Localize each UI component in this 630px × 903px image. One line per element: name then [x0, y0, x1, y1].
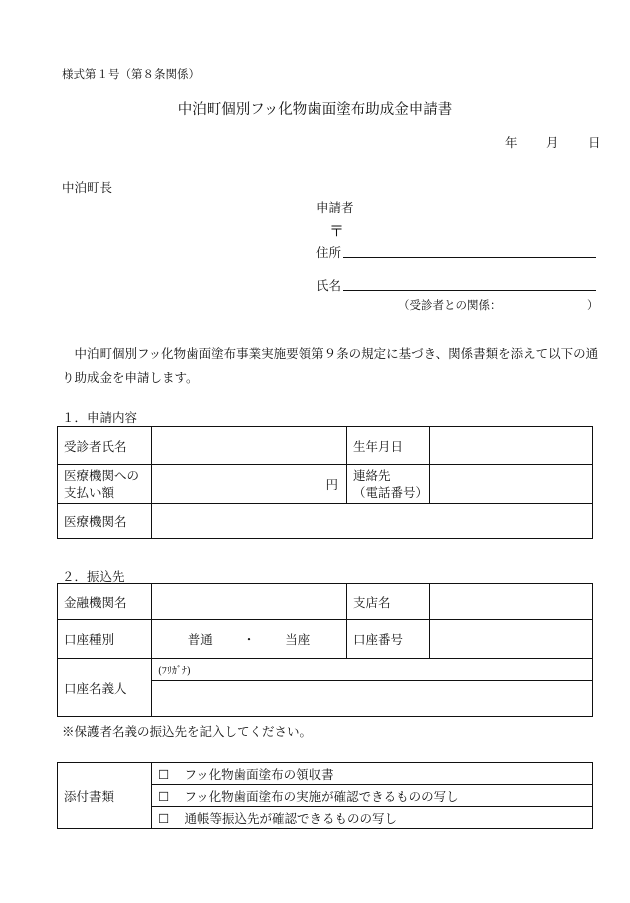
application-table [57, 426, 593, 539]
yen-label: 円 [325, 477, 338, 492]
date-year: 年 [505, 135, 518, 150]
account-type-separator: ・ [242, 632, 256, 647]
holder-label: 口座名義人 [58, 659, 152, 717]
payment-label [58, 465, 152, 504]
checkbox-icon[interactable]: ☐ [158, 766, 170, 782]
account-type-field[interactable] [152, 620, 347, 659]
relation-close: ） [587, 298, 599, 312]
applicant-label: 申請者 [316, 200, 354, 215]
attachment-item-label: 通帳等振込先が確認できるものの写し [184, 810, 398, 826]
bank-table [57, 583, 593, 717]
account-number-field[interactable] [430, 620, 593, 659]
name-label: 氏名 [316, 278, 342, 293]
attachment-item-label: フッ化物歯面塗布の領収書 [184, 766, 334, 782]
branch-label: 支店名 [347, 584, 430, 620]
attachment-item-label: フッ化物歯面塗布の実施が確認できるものの写し [184, 788, 459, 804]
attachments-table [57, 762, 593, 829]
attachment-item[interactable] [152, 807, 593, 829]
contact-label-line2: （電話番号） [353, 485, 429, 500]
furigana-label: (ﾌﾘｶﾞﾅ) [158, 666, 191, 677]
address-field[interactable] [343, 257, 596, 258]
account-type-ordinary[interactable]: 普通 [187, 632, 213, 647]
payment-field[interactable] [152, 465, 347, 504]
account-number-label: 口座番号 [347, 620, 430, 659]
contact-label [347, 465, 430, 504]
section2-heading: ２．振込先 [62, 569, 125, 584]
attachments-label: 添付書類 [58, 763, 152, 829]
account-type-current[interactable]: 当座 [285, 632, 311, 647]
contact-label-line1: 連絡先 [353, 468, 391, 483]
branch-field[interactable] [430, 584, 593, 620]
form-number: 様式第１号（第８条関係） [62, 67, 200, 81]
relation-label: （受診者との関係： [398, 298, 502, 312]
checkbox-icon[interactable]: ☐ [158, 788, 170, 804]
addressee: 中泊町長 [62, 180, 113, 195]
date-day: 日 [588, 135, 601, 150]
attachment-item[interactable] [152, 763, 593, 785]
name-field[interactable] [343, 290, 596, 291]
patient-name-label: 受診者氏名 [58, 427, 152, 465]
holder-field[interactable] [152, 681, 593, 717]
page-title: 中泊町個別フッ化物歯面塗布助成金申請書 [177, 102, 453, 118]
clinic-field[interactable] [152, 504, 593, 539]
relation-field[interactable] [398, 297, 599, 313]
birthdate-field[interactable] [430, 427, 593, 465]
contact-field[interactable] [430, 465, 593, 504]
date-line [505, 133, 601, 151]
payment-label-line1: 医療機関への [64, 468, 140, 483]
bank-note: ※保護者名義の振込先を記入してください。 [62, 724, 313, 739]
bank-field[interactable] [152, 584, 347, 620]
patient-name-field[interactable] [152, 427, 347, 465]
bank-label: 金融機関名 [58, 584, 152, 620]
checkbox-icon[interactable]: ☐ [158, 810, 170, 826]
address-label: 住所 [316, 245, 342, 260]
birthdate-label: 生年月日 [347, 427, 430, 465]
postal-mark: 〒 [329, 222, 345, 240]
furigana-field[interactable] [152, 659, 593, 681]
body-paragraph: 中泊町個別フッ化物歯面塗布事業実施要領第９条の規定に基づき、関係書類を添えて以下の通り助成金を申請します。 [62, 346, 599, 385]
clinic-label: 医療機関名 [58, 504, 152, 539]
section1-heading: １．申請内容 [62, 410, 138, 425]
date-month: 月 [546, 135, 559, 150]
account-type-label: 口座種別 [58, 620, 152, 659]
payment-label-line2: 支払い額 [64, 485, 115, 500]
attachment-item[interactable] [152, 785, 593, 807]
